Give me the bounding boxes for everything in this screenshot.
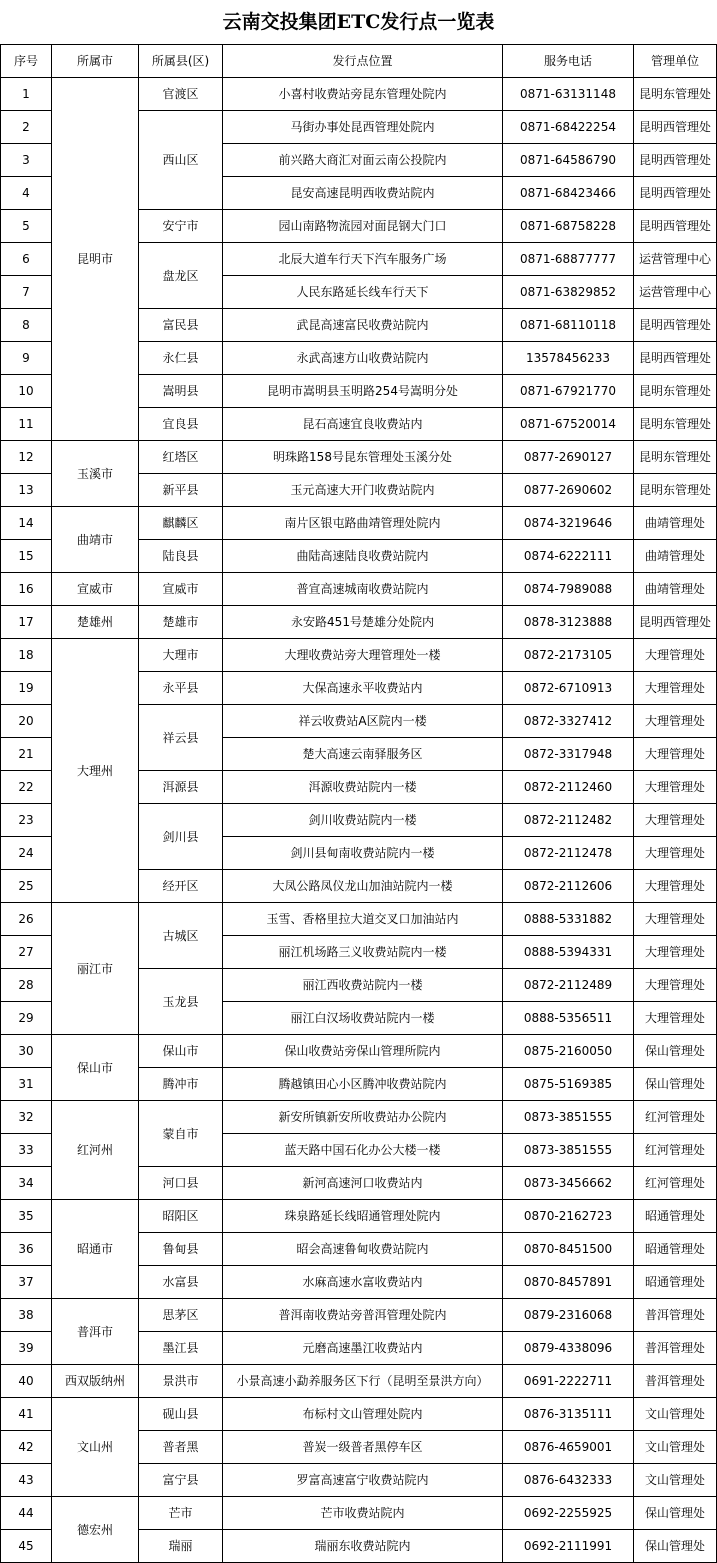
cell-county: 永平县 xyxy=(139,672,223,705)
cell-county: 古城区 xyxy=(139,903,223,969)
cell-phone: 0691-2222711 xyxy=(503,1365,634,1398)
cell-phone: 0872-2112482 xyxy=(503,804,634,837)
cell-unit: 昆明东管理处 xyxy=(634,441,717,474)
cell-location: 曲陆高速陆良收费站院内 xyxy=(223,540,503,573)
cell-city: 楚雄州 xyxy=(52,606,139,639)
table-row xyxy=(1,1365,717,1398)
cell-county: 楚雄市 xyxy=(139,606,223,639)
cell-location: 楚大高速云南驿服务区 xyxy=(223,738,503,771)
table-row xyxy=(1,78,717,111)
cell-unit: 保山管理处 xyxy=(634,1497,717,1530)
cell-no: 45 xyxy=(1,1530,52,1563)
cell-unit: 昆明西管理处 xyxy=(634,144,717,177)
cell-no: 43 xyxy=(1,1464,52,1497)
cell-location: 昆明市嵩明县玉明路254号嵩明分处 xyxy=(223,375,503,408)
cell-no: 19 xyxy=(1,672,52,705)
cell-unit: 红河管理处 xyxy=(634,1134,717,1167)
cell-county: 盘龙区 xyxy=(139,243,223,309)
header-unit: 管理单位 xyxy=(634,45,717,78)
cell-phone: 0871-67520014 xyxy=(503,408,634,441)
cell-phone: 0878-3123888 xyxy=(503,606,634,639)
cell-location: 珠泉路延长线昭通管理处院内 xyxy=(223,1200,503,1233)
cell-unit: 大理管理处 xyxy=(634,1002,717,1035)
cell-location: 永安路451号楚雄分处院内 xyxy=(223,606,503,639)
cell-city: 普洱市 xyxy=(52,1299,139,1365)
cell-unit: 昭通管理处 xyxy=(634,1266,717,1299)
cell-city: 昆明市 xyxy=(52,78,139,441)
cell-unit: 大理管理处 xyxy=(634,771,717,804)
cell-unit: 大理管理处 xyxy=(634,738,717,771)
cell-no: 26 xyxy=(1,903,52,936)
cell-county: 景洪市 xyxy=(139,1365,223,1398)
cell-county: 大理市 xyxy=(139,639,223,672)
table-row xyxy=(1,1101,717,1134)
cell-county: 剑川县 xyxy=(139,804,223,870)
cell-phone: 0870-8451500 xyxy=(503,1233,634,1266)
cell-location: 祥云收费站A区院内一楼 xyxy=(223,705,503,738)
cell-county: 麒麟区 xyxy=(139,507,223,540)
cell-location: 水麻高速水富收费站内 xyxy=(223,1266,503,1299)
cell-no: 1 xyxy=(1,78,52,111)
cell-county: 普者黑 xyxy=(139,1431,223,1464)
cell-unit: 保山管理处 xyxy=(634,1035,717,1068)
cell-unit: 曲靖管理处 xyxy=(634,540,717,573)
cell-phone: 0874-3219646 xyxy=(503,507,634,540)
cell-no: 23 xyxy=(1,804,52,837)
cell-no: 33 xyxy=(1,1134,52,1167)
cell-no: 7 xyxy=(1,276,52,309)
cell-no: 44 xyxy=(1,1497,52,1530)
cell-location: 大凤公路凤仪龙山加油站院内一楼 xyxy=(223,870,503,903)
cell-no: 31 xyxy=(1,1068,52,1101)
cell-no: 2 xyxy=(1,111,52,144)
cell-county: 蒙自市 xyxy=(139,1101,223,1167)
cell-location: 普洱南收费站旁普洱管理处院内 xyxy=(223,1299,503,1332)
cell-city: 玉溪市 xyxy=(52,441,139,507)
cell-unit: 昆明西管理处 xyxy=(634,177,717,210)
cell-county: 河口县 xyxy=(139,1167,223,1200)
cell-phone: 0872-6710913 xyxy=(503,672,634,705)
cell-county: 水富县 xyxy=(139,1266,223,1299)
cell-county: 昭阳区 xyxy=(139,1200,223,1233)
cell-no: 13 xyxy=(1,474,52,507)
cell-county: 新平县 xyxy=(139,474,223,507)
cell-phone: 0872-2173105 xyxy=(503,639,634,672)
cell-location: 新河高速河口收费站内 xyxy=(223,1167,503,1200)
cell-location: 昆安高速昆明西收费站院内 xyxy=(223,177,503,210)
table-row xyxy=(1,573,717,606)
header-county: 所属县(区) xyxy=(139,45,223,78)
cell-phone: 0871-63829852 xyxy=(503,276,634,309)
cell-city: 宣威市 xyxy=(52,573,139,606)
header-phone: 服务电话 xyxy=(503,45,634,78)
cell-no: 20 xyxy=(1,705,52,738)
cell-phone: 0872-3327412 xyxy=(503,705,634,738)
cell-city: 保山市 xyxy=(52,1035,139,1101)
cell-no: 4 xyxy=(1,177,52,210)
cell-unit: 昆明东管理处 xyxy=(634,408,717,441)
cell-phone: 0871-68110118 xyxy=(503,309,634,342)
cell-phone: 0870-2162723 xyxy=(503,1200,634,1233)
cell-location: 布标村文山管理处院内 xyxy=(223,1398,503,1431)
cell-location: 园山南路物流园对面昆钢大门口 xyxy=(223,210,503,243)
cell-county: 西山区 xyxy=(139,111,223,210)
cell-phone: 0872-2112606 xyxy=(503,870,634,903)
cell-no: 35 xyxy=(1,1200,52,1233)
cell-unit: 文山管理处 xyxy=(634,1464,717,1497)
cell-phone: 0888-5331882 xyxy=(503,903,634,936)
cell-location: 剑川收费站院内一楼 xyxy=(223,804,503,837)
cell-no: 10 xyxy=(1,375,52,408)
cell-county: 保山市 xyxy=(139,1035,223,1068)
cell-phone: 0872-2112460 xyxy=(503,771,634,804)
cell-location: 玉元高速大开门收费站院内 xyxy=(223,474,503,507)
cell-phone: 0874-7989088 xyxy=(503,573,634,606)
cell-location: 永武高速方山收费站院内 xyxy=(223,342,503,375)
cell-phone: 0888-5394331 xyxy=(503,936,634,969)
cell-no: 15 xyxy=(1,540,52,573)
cell-phone: 0871-67921770 xyxy=(503,375,634,408)
cell-county: 富宁县 xyxy=(139,1464,223,1497)
cell-location: 保山收费站旁保山管理所院内 xyxy=(223,1035,503,1068)
cell-unit: 大理管理处 xyxy=(634,639,717,672)
cell-city: 曲靖市 xyxy=(52,507,139,573)
cell-unit: 大理管理处 xyxy=(634,870,717,903)
cell-no: 28 xyxy=(1,969,52,1002)
table-row xyxy=(1,441,717,474)
cell-county: 宣威市 xyxy=(139,573,223,606)
cell-county: 安宁市 xyxy=(139,210,223,243)
header-row xyxy=(1,45,717,78)
cell-location: 剑川县甸南收费站院内一楼 xyxy=(223,837,503,870)
cell-unit: 昭通管理处 xyxy=(634,1200,717,1233)
cell-county: 洱源县 xyxy=(139,771,223,804)
cell-no: 9 xyxy=(1,342,52,375)
cell-unit: 曲靖管理处 xyxy=(634,573,717,606)
cell-unit: 运营管理中心 xyxy=(634,243,717,276)
cell-county: 富民县 xyxy=(139,309,223,342)
cell-county: 墨江县 xyxy=(139,1332,223,1365)
cell-phone: 0871-68758228 xyxy=(503,210,634,243)
cell-no: 8 xyxy=(1,309,52,342)
cell-location: 新安所镇新安所收费站办公院内 xyxy=(223,1101,503,1134)
cell-unit: 大理管理处 xyxy=(634,705,717,738)
cell-city: 德宏州 xyxy=(52,1497,139,1563)
cell-unit: 昆明东管理处 xyxy=(634,78,717,111)
cell-no: 6 xyxy=(1,243,52,276)
cell-unit: 普洱管理处 xyxy=(634,1299,717,1332)
cell-county: 瑞丽 xyxy=(139,1530,223,1563)
cell-phone: 0874-6222111 xyxy=(503,540,634,573)
cell-no: 32 xyxy=(1,1101,52,1134)
etc-outlet-table xyxy=(0,44,717,1563)
cell-unit: 大理管理处 xyxy=(634,837,717,870)
cell-city: 红河州 xyxy=(52,1101,139,1200)
cell-location: 马街办事处昆西管理处院内 xyxy=(223,111,503,144)
cell-no: 21 xyxy=(1,738,52,771)
cell-no: 22 xyxy=(1,771,52,804)
cell-no: 37 xyxy=(1,1266,52,1299)
cell-phone: 0876-6432333 xyxy=(503,1464,634,1497)
table-row xyxy=(1,1398,717,1431)
header-city: 所属市 xyxy=(52,45,139,78)
cell-unit: 文山管理处 xyxy=(634,1398,717,1431)
cell-county: 永仁县 xyxy=(139,342,223,375)
cell-phone: 0879-2316068 xyxy=(503,1299,634,1332)
cell-location: 前兴路大商汇对面云南公投院内 xyxy=(223,144,503,177)
cell-no: 30 xyxy=(1,1035,52,1068)
cell-county: 宜良县 xyxy=(139,408,223,441)
cell-phone: 0888-5356511 xyxy=(503,1002,634,1035)
cell-location: 元磨高速墨江收费站内 xyxy=(223,1332,503,1365)
cell-county: 玉龙县 xyxy=(139,969,223,1035)
cell-location: 芒市收费站院内 xyxy=(223,1497,503,1530)
cell-city: 昭通市 xyxy=(52,1200,139,1299)
cell-location: 罗富高速富宁收费站院内 xyxy=(223,1464,503,1497)
cell-phone: 0692-2111991 xyxy=(503,1530,634,1563)
cell-unit: 昆明东管理处 xyxy=(634,474,717,507)
cell-unit: 红河管理处 xyxy=(634,1101,717,1134)
cell-phone: 0875-2160050 xyxy=(503,1035,634,1068)
cell-no: 36 xyxy=(1,1233,52,1266)
cell-city: 大理州 xyxy=(52,639,139,903)
header-location: 发行点位置 xyxy=(223,45,503,78)
cell-city: 文山州 xyxy=(52,1398,139,1497)
cell-phone: 0876-3135111 xyxy=(503,1398,634,1431)
cell-no: 11 xyxy=(1,408,52,441)
cell-city: 丽江市 xyxy=(52,903,139,1035)
cell-no: 38 xyxy=(1,1299,52,1332)
cell-county: 鲁甸县 xyxy=(139,1233,223,1266)
cell-unit: 昆明西管理处 xyxy=(634,111,717,144)
cell-unit: 保山管理处 xyxy=(634,1068,717,1101)
cell-phone: 0875-5169385 xyxy=(503,1068,634,1101)
cell-phone: 0872-2112489 xyxy=(503,969,634,1002)
cell-unit: 大理管理处 xyxy=(634,672,717,705)
cell-unit: 大理管理处 xyxy=(634,936,717,969)
cell-no: 40 xyxy=(1,1365,52,1398)
cell-no: 25 xyxy=(1,870,52,903)
page-title: 云南交投集团ETC发行点一览表 xyxy=(222,11,495,33)
cell-location: 大保高速永平收费站内 xyxy=(223,672,503,705)
cell-city: 西双版纳州 xyxy=(52,1365,139,1398)
cell-phone: 0871-68423466 xyxy=(503,177,634,210)
cell-phone: 0870-8457891 xyxy=(503,1266,634,1299)
cell-phone: 0879-4338096 xyxy=(503,1332,634,1365)
cell-location: 小景高速小勐养服务区下行（昆明至景洪方向） xyxy=(223,1365,503,1398)
cell-county: 思茅区 xyxy=(139,1299,223,1332)
cell-location: 北辰大道车行天下汽车服务广场 xyxy=(223,243,503,276)
cell-county: 芒市 xyxy=(139,1497,223,1530)
cell-county: 腾冲市 xyxy=(139,1068,223,1101)
table-row xyxy=(1,1497,717,1530)
cell-phone: 0873-3851555 xyxy=(503,1134,634,1167)
cell-no: 18 xyxy=(1,639,52,672)
cell-location: 大理收费站旁大理管理处一楼 xyxy=(223,639,503,672)
cell-unit: 保山管理处 xyxy=(634,1530,717,1563)
cell-phone: 0873-3851555 xyxy=(503,1101,634,1134)
cell-phone: 0692-2255925 xyxy=(503,1497,634,1530)
cell-unit: 运营管理中心 xyxy=(634,276,717,309)
cell-no: 39 xyxy=(1,1332,52,1365)
cell-phone: 13578456233 xyxy=(503,342,634,375)
cell-county: 嵩明县 xyxy=(139,375,223,408)
cell-county: 经开区 xyxy=(139,870,223,903)
cell-location: 人民东路延长线车行天下 xyxy=(223,276,503,309)
cell-location: 南片区银屯路曲靖管理处院内 xyxy=(223,507,503,540)
cell-unit: 昭通管理处 xyxy=(634,1233,717,1266)
cell-location: 昭会高速鲁甸收费站院内 xyxy=(223,1233,503,1266)
cell-no: 17 xyxy=(1,606,52,639)
cell-phone: 0877-2690127 xyxy=(503,441,634,474)
cell-phone: 0872-2112478 xyxy=(503,837,634,870)
table-row xyxy=(1,903,717,936)
cell-unit: 普洱管理处 xyxy=(634,1365,717,1398)
cell-phone: 0873-3456662 xyxy=(503,1167,634,1200)
cell-phone: 0876-4659001 xyxy=(503,1431,634,1464)
cell-no: 12 xyxy=(1,441,52,474)
cell-unit: 大理管理处 xyxy=(634,804,717,837)
cell-unit: 红河管理处 xyxy=(634,1167,717,1200)
cell-no: 3 xyxy=(1,144,52,177)
cell-unit: 昆明西管理处 xyxy=(634,210,717,243)
cell-phone: 0871-68877777 xyxy=(503,243,634,276)
cell-location: 玉雪、香格里拉大道交叉口加油站内 xyxy=(223,903,503,936)
cell-no: 42 xyxy=(1,1431,52,1464)
cell-location: 丽江机场路三义收费站院内一楼 xyxy=(223,936,503,969)
cell-no: 16 xyxy=(1,573,52,606)
cell-location: 普宣高速城南收费站院内 xyxy=(223,573,503,606)
table-row xyxy=(1,1299,717,1332)
cell-no: 5 xyxy=(1,210,52,243)
cell-location: 小喜村收费站旁昆东管理处院内 xyxy=(223,78,503,111)
cell-unit: 曲靖管理处 xyxy=(634,507,717,540)
cell-location: 明珠路158号昆东管理处玉溪分处 xyxy=(223,441,503,474)
cell-unit: 昆明东管理处 xyxy=(634,375,717,408)
cell-phone: 0872-3317948 xyxy=(503,738,634,771)
table-row xyxy=(1,639,717,672)
cell-unit: 昆明西管理处 xyxy=(634,342,717,375)
cell-unit: 普洱管理处 xyxy=(634,1332,717,1365)
cell-location: 洱源收费站院内一楼 xyxy=(223,771,503,804)
cell-location: 武昆高速富民收费站院内 xyxy=(223,309,503,342)
cell-county: 祥云县 xyxy=(139,705,223,771)
cell-location: 昆石高速宜良收费站内 xyxy=(223,408,503,441)
cell-location: 腾越镇田心小区腾冲收费站院内 xyxy=(223,1068,503,1101)
cell-location: 丽江西收费站院内一楼 xyxy=(223,969,503,1002)
header-no: 序号 xyxy=(1,45,52,78)
cell-unit: 大理管理处 xyxy=(634,969,717,1002)
table-row xyxy=(1,1200,717,1233)
cell-county: 官渡区 xyxy=(139,78,223,111)
cell-no: 24 xyxy=(1,837,52,870)
cell-location: 蓝天路中国石化办公大楼一楼 xyxy=(223,1134,503,1167)
cell-no: 27 xyxy=(1,936,52,969)
cell-location: 瑞丽东收费站院内 xyxy=(223,1530,503,1563)
cell-county: 陆良县 xyxy=(139,540,223,573)
table-row xyxy=(1,507,717,540)
table-row xyxy=(1,1035,717,1068)
cell-phone: 0871-68422254 xyxy=(503,111,634,144)
cell-unit: 文山管理处 xyxy=(634,1431,717,1464)
cell-no: 34 xyxy=(1,1167,52,1200)
cell-county: 砚山县 xyxy=(139,1398,223,1431)
cell-location: 丽江白汉场收费站院内一楼 xyxy=(223,1002,503,1035)
cell-unit: 大理管理处 xyxy=(634,903,717,936)
cell-unit: 昆明西管理处 xyxy=(634,309,717,342)
cell-no: 41 xyxy=(1,1398,52,1431)
cell-unit: 昆明西管理处 xyxy=(634,606,717,639)
cell-no: 29 xyxy=(1,1002,52,1035)
cell-phone: 0871-64586790 xyxy=(503,144,634,177)
cell-location: 普炭一级普者黑停车区 xyxy=(223,1431,503,1464)
table-row xyxy=(1,606,717,639)
cell-county: 红塔区 xyxy=(139,441,223,474)
cell-no: 14 xyxy=(1,507,52,540)
cell-phone: 0877-2690602 xyxy=(503,474,634,507)
cell-phone: 0871-63131148 xyxy=(503,78,634,111)
